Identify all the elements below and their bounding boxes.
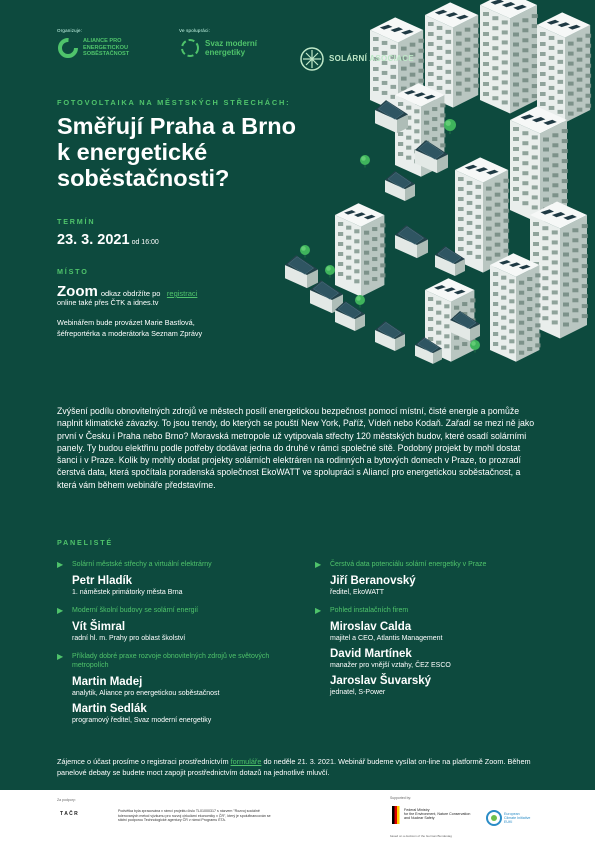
place-label: MÍSTO xyxy=(57,267,89,276)
solarni-logo-icon xyxy=(299,46,325,72)
panelist-name: Jiří Beranovský xyxy=(330,575,416,587)
svaz-logo-icon xyxy=(179,37,201,59)
title-line-2: k energetické xyxy=(57,139,208,165)
partner-caption: Ve spolupráci: xyxy=(179,28,211,33)
play-arrow-icon: ▶ xyxy=(57,652,64,661)
moderator-line-2: šéfreportérka a moderátorka Seznam Zprávy xyxy=(57,328,203,338)
bmu-text: Federal Ministry for the Environment, Nature Conservation and Nuclear Safety xyxy=(404,808,471,820)
bmu-logo xyxy=(390,804,480,832)
panel-topic xyxy=(57,560,287,569)
panelist-name: Martin Sedlák xyxy=(72,703,147,715)
online-info: online také přes ČTK a idnes.tv xyxy=(57,298,159,307)
panel-topic-text: Čerstvá data potenciálu solární energetiky v Praze xyxy=(330,561,487,568)
play-arrow-icon: ▶ xyxy=(57,606,64,615)
time-value: od 16:00 xyxy=(131,239,159,246)
aliance-logo-text: ALIANCE PRO ENERGETICKOU SOBĚSTAČNOST xyxy=(83,38,130,58)
svg-text:Climate Initiative: Climate Initiative xyxy=(504,816,531,820)
event-date xyxy=(57,232,159,248)
play-arrow-icon: ▶ xyxy=(315,560,322,569)
svg-text:EUKI: EUKI xyxy=(504,820,513,824)
panelist-role: jednatel, S-Power xyxy=(330,689,386,696)
logo-bar xyxy=(57,28,595,88)
closing-paragraph xyxy=(57,757,537,778)
supported-caption: Supported by: xyxy=(390,796,412,800)
bundestag-note: based on a decision of the German Bundestag xyxy=(390,834,452,838)
panel-topic xyxy=(57,606,287,615)
panel-topic-text: Solární městské střechy a virtuální elektrárny xyxy=(72,561,212,568)
panel-column-left xyxy=(57,560,287,725)
svaz-logo-text: Svaz moderní energetiky xyxy=(205,39,258,57)
moderator-line-1: Webinářem bude provázet Marie Bastlová, xyxy=(57,318,195,327)
panelist-role: ředitel, EkoWATT xyxy=(330,589,385,596)
closing-text-2: do neděle 21. 3. 2021. Webinář budeme vysílat on-line na platformě Zoom. Během panelové debaty se budete moct zapojit prostřednictvím dotazů na jednotlivé mluvčí. xyxy=(57,757,531,777)
panel-topic xyxy=(315,606,545,615)
link-prefix: odkaz obdržíte po xyxy=(100,289,161,298)
panel-topic-text: Příklady dobré praxe rozvoje obnovitelných zdrojů ve světových metropolích xyxy=(72,653,270,669)
title-line-3: soběstačnosti? xyxy=(57,165,230,191)
panelist-role: 1. náměstek primátorky města Brna xyxy=(72,589,183,596)
organizer-caption: Organizuje: xyxy=(57,28,83,33)
page-title xyxy=(57,113,357,191)
panelist-name: Jaroslav Šuvarský xyxy=(330,675,432,687)
play-arrow-icon: ▶ xyxy=(57,560,64,569)
footer-text: Podvětka byla zpracována v rámci projektu číslo TL01000317 s názvem "Rozvoj sociálně tolerovaných metod výzkumu pro rozvoj cirkulární ekonomiky v ČR", který je spolufinancován se státní podporou Technologické agentury ČR v rámci Programu ÉTA. xyxy=(118,809,271,823)
tacr-logo: T A Č R xyxy=(60,811,78,817)
panelist-name: Petr Hladík xyxy=(72,575,133,587)
panel-topic-text: Moderní školní budovy se solární energií xyxy=(72,607,199,614)
panelist-role: manažer pro vnější vztahy, ČEZ ESCO xyxy=(330,662,451,669)
registration-form-link[interactable]: formuláře xyxy=(230,757,262,766)
panel-label: PANELISTÉ xyxy=(57,538,114,547)
intro-paragraph: Zvýšení podílu obnovitelných zdrojů ve městech posílí energetickou bezpečnost pomocí místní, čisté energie a pomůže naplnit klimatické závazky. To jsou trendy, do kterých se pouští New York, Paříž, Vídeň nebo Kodaň. Zařadí se mezi ně jako první v Česku i Praha nebo Brno? Moravská metropole už vytipovala střechy 120 městských budov, které osadí solárními panely. Ty budou elektřinu podle potřeby dodávat jedna do druhé v rámci společné sítě. Podobný projekt by mohl dostat šanci i v Praze. Kolik by mohly dodat projekty solárních elektráren na rodinných a bytových domech v Praze, to prozradí čerstvá data, která spočítala poradenská společnost EkoWATT ve spolupráci s Aliancí pro energetickou soběstačnost, a která vám během webináře představíme. xyxy=(57,406,535,490)
footer xyxy=(0,790,595,842)
panelist-role: programový ředitel, Svaz moderní energetiky xyxy=(72,717,212,724)
solarni-logo-block xyxy=(299,42,414,72)
panelist-role: analytik, Aliance pro energetickou soběstačnost xyxy=(72,690,220,697)
aliance-logo-icon xyxy=(57,37,79,59)
play-arrow-icon: ▶ xyxy=(315,606,322,615)
registration-link[interactable]: registraci xyxy=(166,289,198,298)
panelist-name: Miroslav Calda xyxy=(330,621,412,633)
platform-name: Zoom xyxy=(57,283,98,300)
panel-topic-text: Pohled instalačních firem xyxy=(330,607,409,614)
euki-logo xyxy=(486,806,536,830)
footer-caption: Za podpory: xyxy=(57,798,76,802)
term-label: TERMÍN xyxy=(57,217,96,226)
solarni-logo-text: SOLÁRNÍ ASOCIACE xyxy=(329,53,414,63)
organizer-logo-block xyxy=(57,28,143,59)
svg-text:European: European xyxy=(504,812,520,816)
panel-topic xyxy=(57,652,287,670)
date-value: 23. 3. 2021 xyxy=(57,232,130,248)
moderator-info xyxy=(57,318,287,339)
title-line-1: Směřují Praha a Brno xyxy=(57,113,296,139)
kicker: FOTOVOLTAIKA NA MĚSTSKÝCH STŘECHÁCH: xyxy=(57,98,291,107)
panelist-name: David Martínek xyxy=(330,648,412,660)
closing-text-1: Zájemce o účast prosíme o registraci prostřednictvím xyxy=(57,757,229,766)
panelist-name: Martin Madej xyxy=(72,676,143,688)
panelist-name: Vít Šimral xyxy=(72,621,126,633)
panelist-role: radní hl. m. Prahy pro oblast školství xyxy=(72,635,186,642)
panel-column-right xyxy=(315,560,545,697)
partner-logo-block xyxy=(179,28,265,59)
panelist-role: majitel a CEO, Atlantis Management xyxy=(330,635,443,642)
panel-topic xyxy=(315,560,545,569)
